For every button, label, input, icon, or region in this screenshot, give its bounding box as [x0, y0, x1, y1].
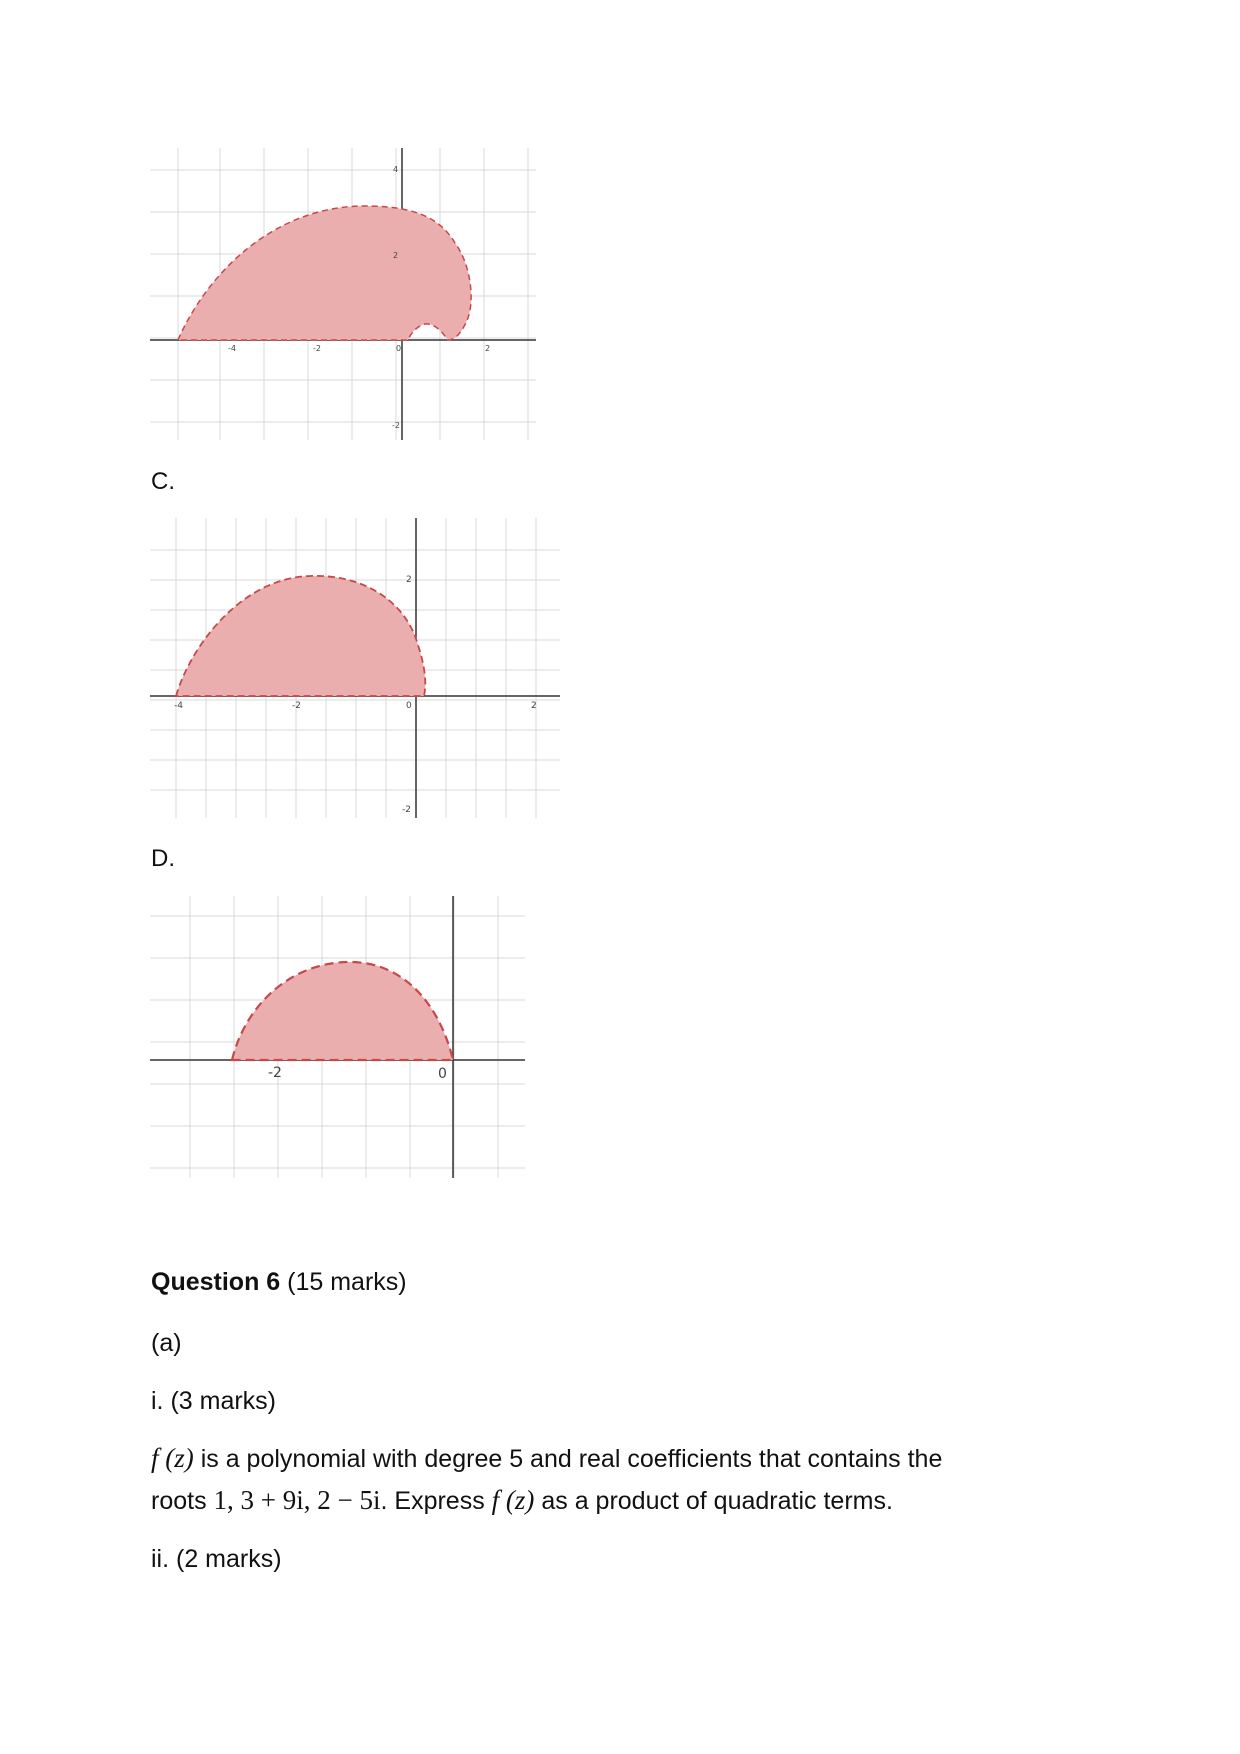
- part-i-text-line2: [151, 1479, 893, 1522]
- x-tick: -2: [292, 701, 301, 711]
- x-tick: -2: [313, 344, 321, 353]
- x-tick: 2: [485, 344, 491, 353]
- graph-c: [150, 518, 560, 818]
- graph-d-svg: [150, 896, 525, 1178]
- graph-d: [150, 896, 525, 1178]
- y-tick: -2: [392, 421, 400, 430]
- part-a-label: (a): [151, 1329, 182, 1357]
- graph-c-svg: [150, 518, 560, 818]
- option-d-label: D.: [151, 845, 175, 872]
- y-tick: 2: [393, 251, 399, 260]
- line1-text: is a polynomial with degree 5 and real coefficients that contains the: [193, 1445, 943, 1473]
- graph-b: [150, 148, 536, 440]
- part-ii-label: ii. (2 marks): [151, 1545, 282, 1573]
- tick-labels: [268, 1065, 447, 1082]
- question-heading: [151, 1268, 407, 1297]
- x-tick: -2: [268, 1065, 282, 1081]
- option-c-label: C.: [151, 468, 175, 495]
- y-tick: 4: [393, 165, 399, 174]
- x-tick: 0: [406, 701, 412, 711]
- region-shape: [176, 576, 425, 696]
- part-i-text-line1: [151, 1437, 942, 1480]
- fz-math: f (z): [151, 1443, 194, 1473]
- graph-b-svg: [150, 148, 536, 440]
- y-tick: -2: [402, 805, 411, 815]
- region-shape: [178, 206, 471, 340]
- y-tick: 2: [406, 575, 412, 585]
- x-tick: 0: [396, 344, 402, 353]
- x-tick: 2: [531, 701, 537, 711]
- x-tick: 0: [438, 1066, 447, 1082]
- line2-post: as a product of quadratic terms.: [534, 1487, 893, 1515]
- x-tick: -4: [174, 701, 183, 711]
- region-shape: [232, 962, 453, 1060]
- roots-math: 1, 3 + 9i, 2 − 5i: [213, 1485, 381, 1515]
- question-title: Question 6: [151, 1268, 281, 1296]
- question-marks: (15 marks): [287, 1268, 407, 1296]
- line2-pre: roots: [151, 1487, 214, 1515]
- fz-math: f (z): [491, 1485, 535, 1515]
- part-i-label: i. (3 marks): [151, 1387, 276, 1415]
- line2-mid: . Express: [380, 1487, 492, 1515]
- x-tick: -4: [228, 344, 236, 353]
